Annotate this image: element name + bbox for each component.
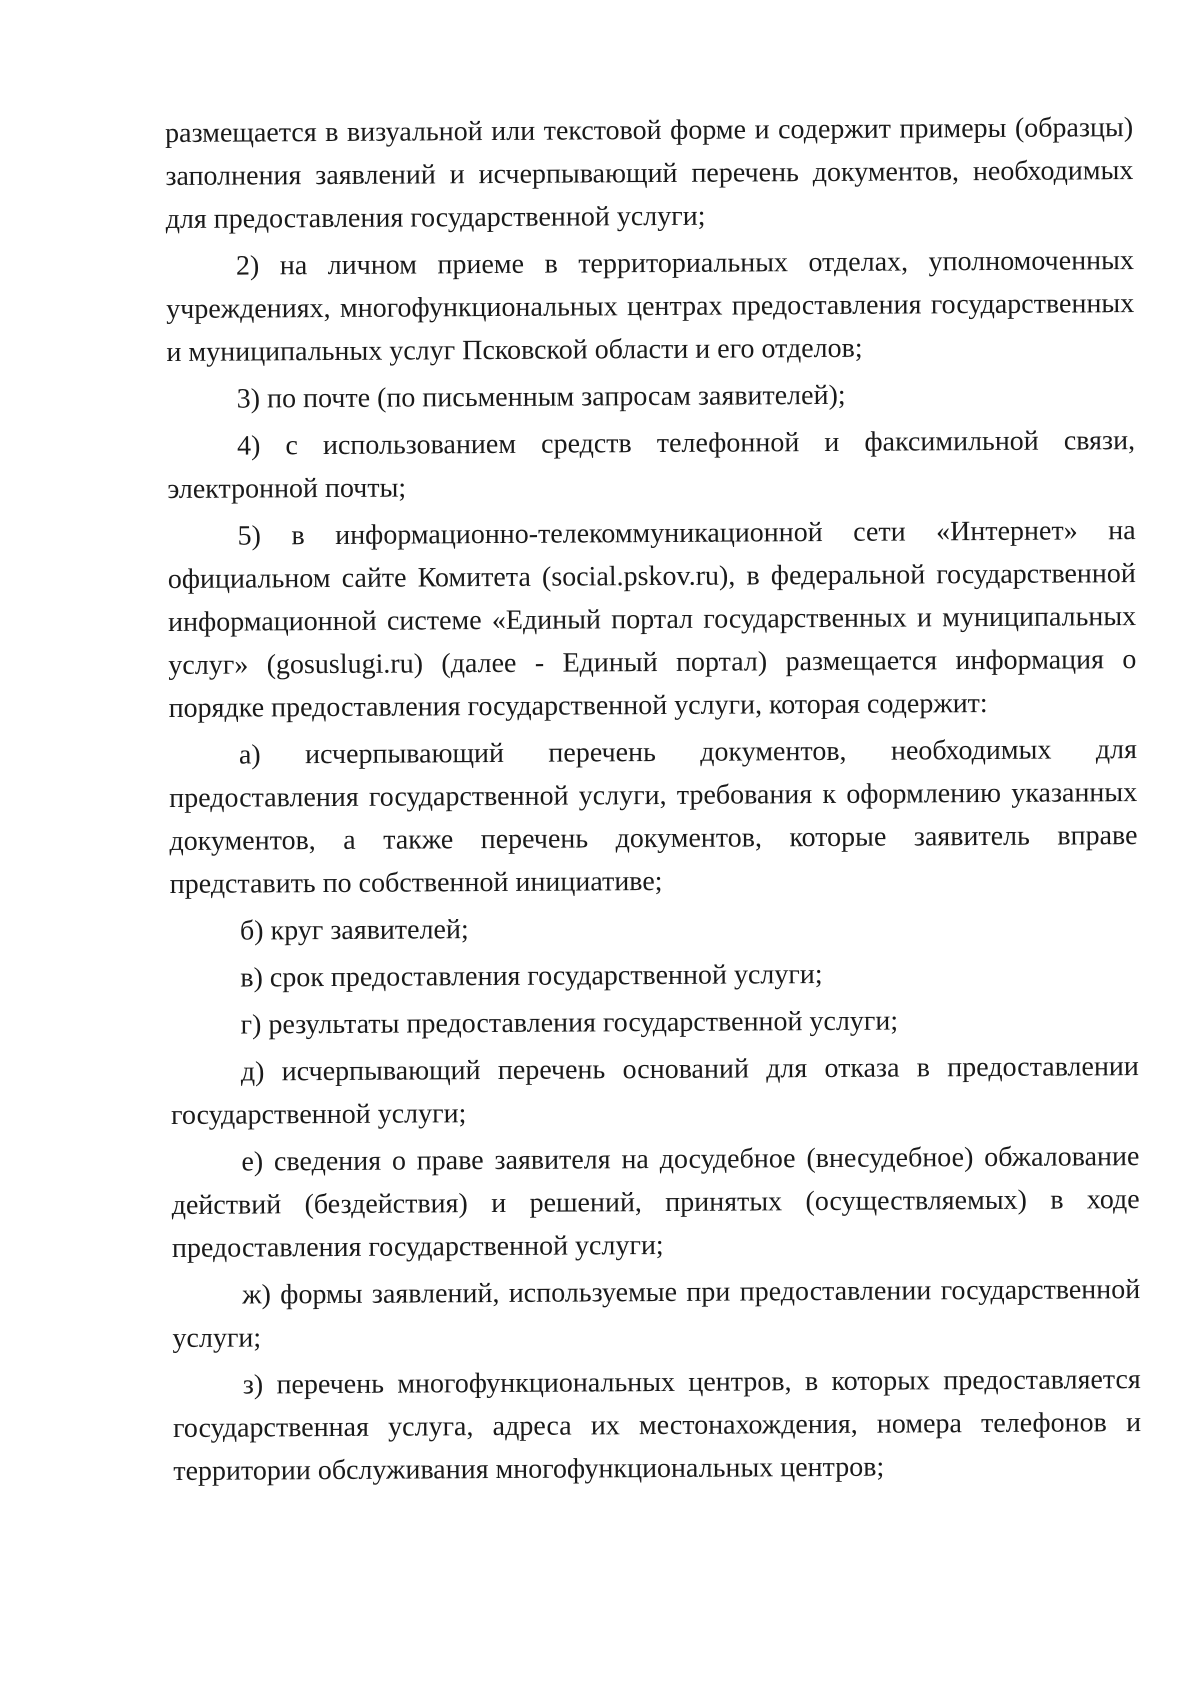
paragraph-subitem-e: е) сведения о праве заявителя на досудебное (внесудебное) обжалование действий (бездействия) и решений, принятых (осуществляемых) в ходе предоставления государственной услуги; bbox=[171, 1141, 1140, 1264]
paragraph-item-3: 3) по почте (по письменным запросам заявителей); bbox=[236, 379, 846, 415]
document-body bbox=[165, 106, 1141, 1497]
paragraph-subitem-a: а) исчерпывающий перечень документов, необходимых для предоставления государственной услуги, требования к оформлению указанных документов, а также перечень документов, которые заявитель вправе представить по собственной инициативе; bbox=[169, 734, 1138, 900]
paragraph-subitem-zh: ж) формы заявлений, используемые при предоставлении государственной услуги; bbox=[172, 1274, 1141, 1354]
paragraph-item-5: 5) в информационно-телекоммуникационной сети «Интернет» на официальном сайте Комитета (social.pskov.ru), в федеральной государственной информационной системе «Единый портал государственных и муниципальных услуг» (gosuslugi.ru) (далее - Единый портал) размещается информация о порядке предоставления государственной услуги, которая содержит: bbox=[167, 515, 1137, 724]
paragraph-subitem-g: г) результаты предоставления государственной услуги; bbox=[240, 1005, 899, 1041]
paragraph-item-4: 4) с использованием средств телефонной и факсимильной связи, электронной почты; bbox=[167, 425, 1136, 505]
paragraph-subitem-v: в) срок предоставления государственной услуги; bbox=[240, 958, 823, 994]
paragraph-subitem-z: з) перечень многофункциональных центров, в которых предоставляется государственная услуга, адреса их местонахождения, номера телефонов и территории обслуживания многофункциональных центров; bbox=[172, 1364, 1142, 1487]
paragraph-subitem-b: б) круг заявителей; bbox=[239, 914, 469, 947]
paragraph-continuation: размещается в визуальной или текстовой форме и содержит примеры (образцы) заполнения заявлений и исчерпывающий перечень документов, необходимых для предоставления государственной услуги; bbox=[165, 112, 1134, 235]
paragraph-item-2: 2) на личном приеме в территориальных отделах, уполномоченных учреждениях, многофункциональных центрах предоставления государственных и муниципальных услуг Псковской области и его отделов; bbox=[166, 245, 1135, 368]
paragraph-subitem-d: д) исчерпывающий перечень оснований для отказа в предоставлении государственной услуги; bbox=[171, 1051, 1139, 1131]
